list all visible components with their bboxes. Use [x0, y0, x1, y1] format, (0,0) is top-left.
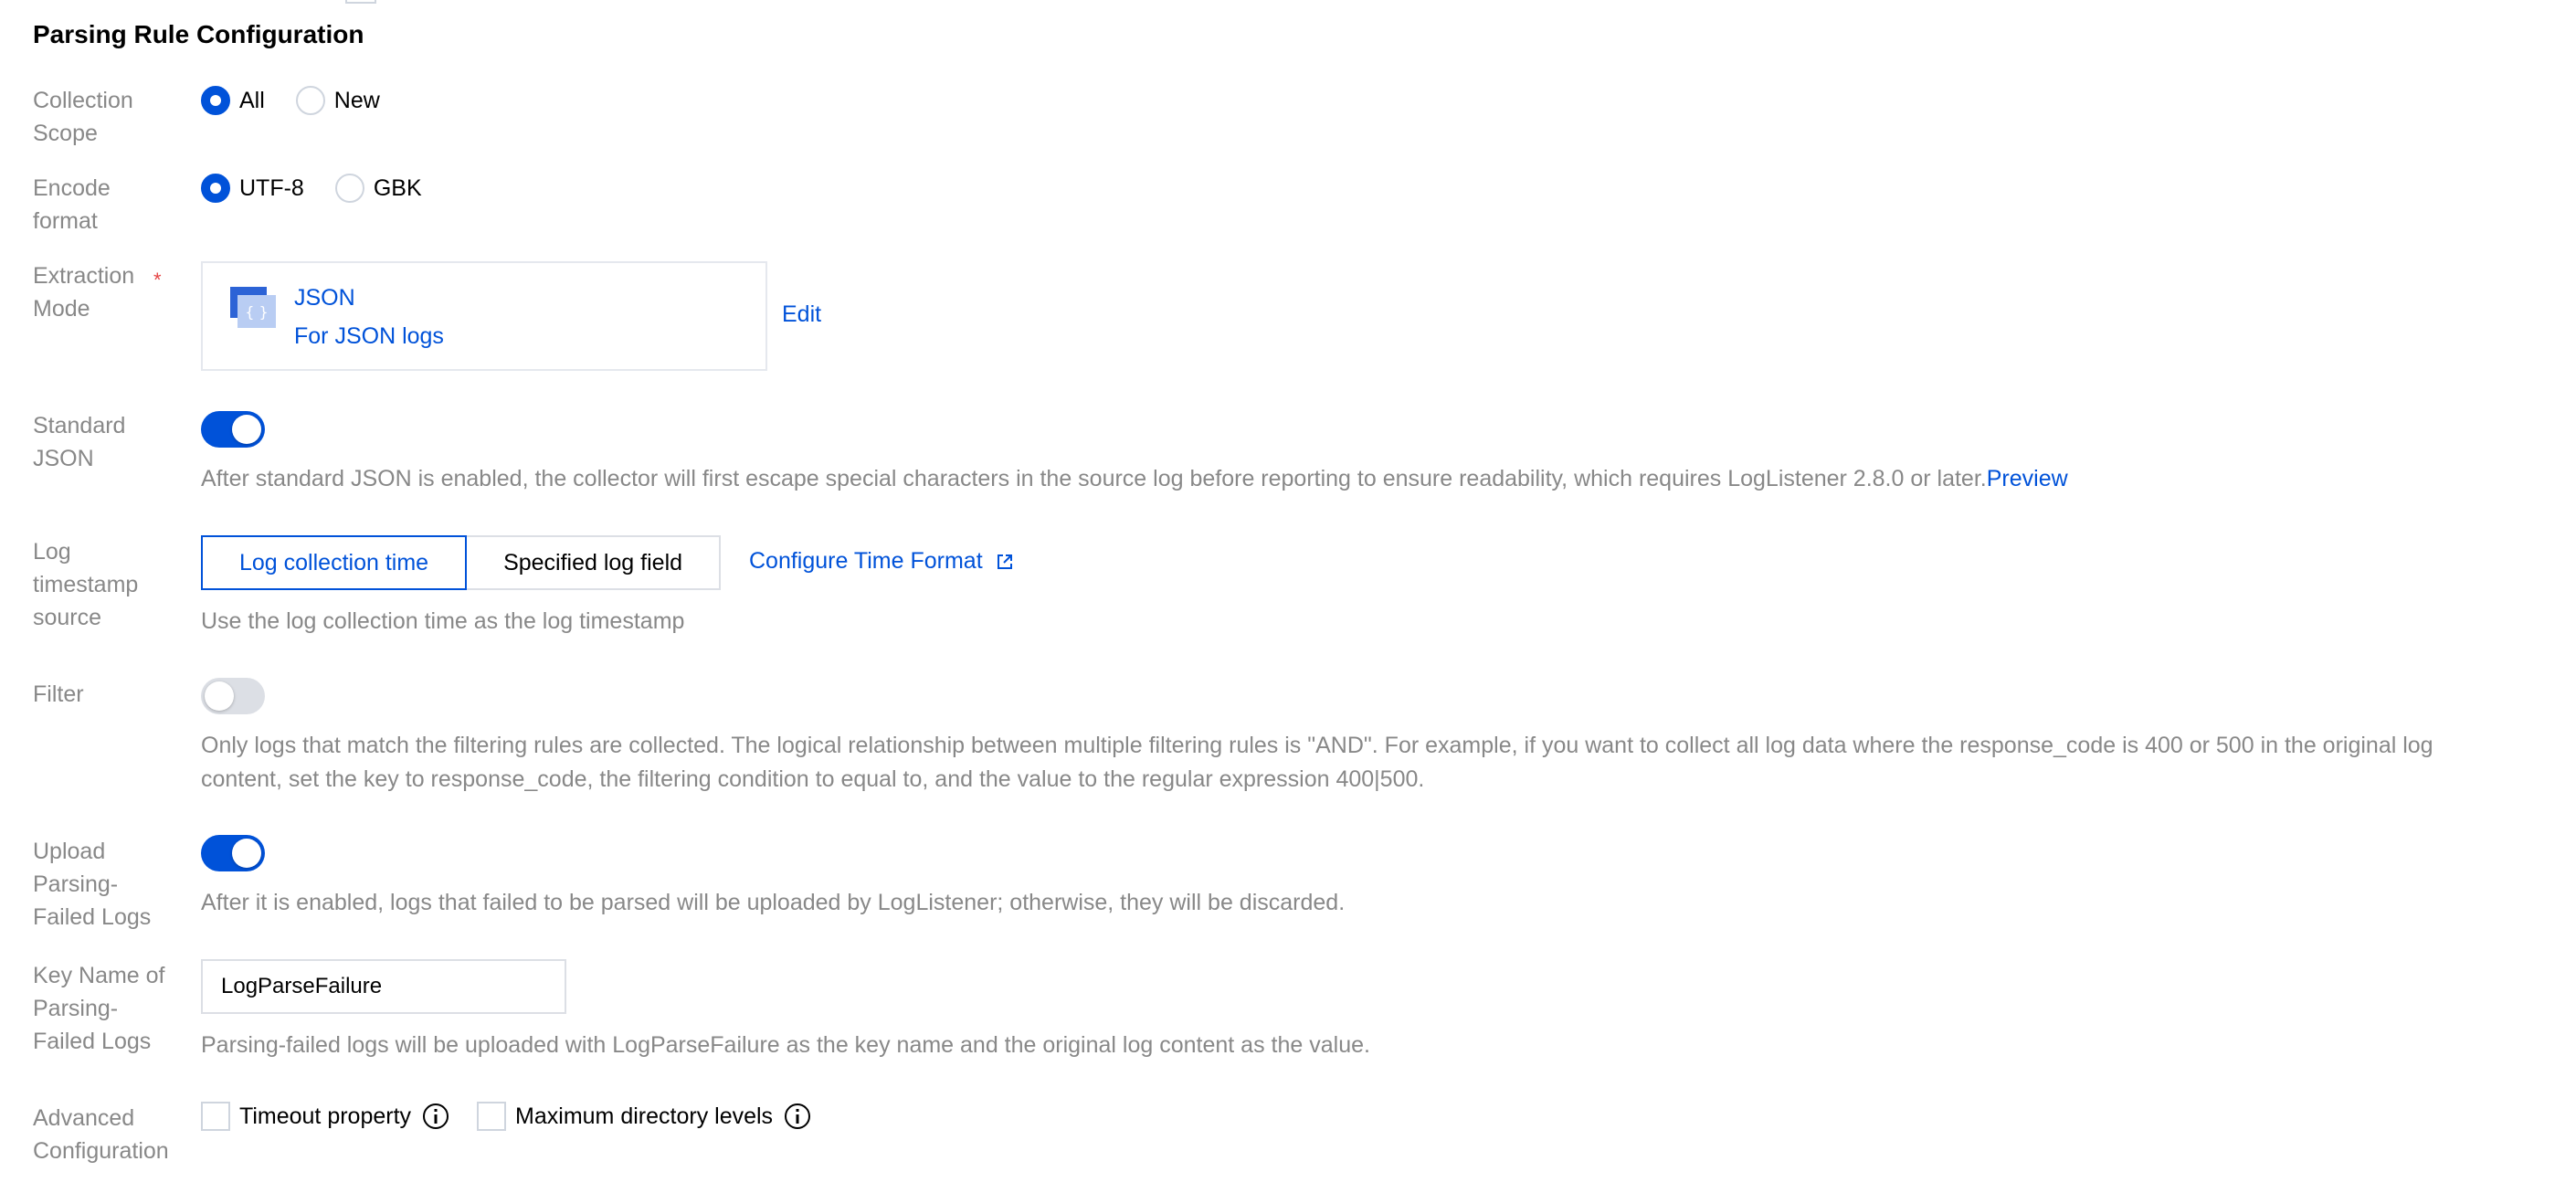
radio-utf8[interactable]	[201, 174, 304, 203]
filter-help: Only logs that match the filtering rules are collected. The logical relationship between multiple filtering rules is "AND". For example, if you want to collect all log data where the response_code is 400 or 500 in the original log content, set the key to response_code, the filtering condition to equal to, and the value to the regular expression 400|500.	[201, 733, 2433, 792]
upload-failed-help: After it is enabled, logs that failed to be parsed will be uploaded by LogListener; otherwise, they will be discarded.	[201, 890, 1346, 915]
info-icon[interactable]	[784, 1103, 811, 1130]
upload-failed-toggle[interactable]	[201, 835, 265, 871]
external-link-icon	[996, 553, 1014, 571]
required-mark: *	[153, 269, 162, 291]
failed-key-label: Key Name of Parsing-Failed Logs	[33, 963, 165, 1054]
timestamp-source-segment	[201, 535, 721, 590]
radio-all[interactable]	[201, 86, 265, 115]
configure-time-format-link[interactable]	[749, 548, 1014, 575]
option-specified-log-field[interactable]: Specified log field	[467, 535, 721, 590]
radio-utf8-label: UTF-8	[239, 174, 304, 201]
standard-json-help	[201, 462, 2068, 496]
standard-json-help-text: After standard JSON is enabled, the collector will first escape special characters in the source log before reporting to ensure readability, which requires LogListener 2.8.0 or later.	[201, 466, 1987, 491]
timestamp-source-help: Use the log collection time as the log timestamp	[201, 608, 685, 634]
info-icon[interactable]	[422, 1103, 449, 1130]
extraction-mode-name: JSON	[294, 285, 355, 311]
svg-text:{ }: { }	[245, 303, 269, 321]
extraction-mode-label: Extraction Mode	[33, 263, 135, 322]
max-directory-levels-label: Maximum directory levels	[515, 1103, 774, 1129]
radio-new[interactable]	[296, 86, 380, 115]
extraction-mode-desc: For JSON logs	[294, 323, 444, 349]
timeout-property-label: Timeout property	[239, 1103, 412, 1129]
max-directory-levels-checkbox[interactable]	[477, 1102, 811, 1131]
radio-new-dot[interactable]	[296, 86, 325, 115]
radio-utf8-dot[interactable]	[201, 174, 230, 203]
timeout-property-checkbox[interactable]	[201, 1102, 449, 1131]
failed-key-help: Parsing-failed logs will be uploaded with LogParseFailure as the key name and the original log content as the value.	[201, 1032, 1370, 1058]
radio-all-dot[interactable]	[201, 86, 230, 115]
max-directory-levels-box[interactable]	[477, 1102, 506, 1131]
upload-failed-label: Upload Parsing-Failed Logs	[33, 839, 152, 930]
filter-label: Filter	[33, 681, 84, 707]
standard-json-toggle[interactable]	[201, 411, 265, 448]
option-log-collection-time[interactable]: Log collection time	[201, 535, 467, 590]
timeout-property-box[interactable]	[201, 1102, 230, 1131]
radio-all-label: All	[239, 87, 265, 113]
edit-extraction-mode-link[interactable]: Edit	[782, 301, 822, 327]
configure-time-format-label: Configure Time Format	[749, 548, 983, 574]
advanced-options	[201, 1102, 839, 1131]
top-checkbox-fragment	[345, 0, 376, 4]
json-icon	[230, 287, 276, 329]
toggle-knob	[232, 839, 261, 868]
collection-scope-label: Collection Scope	[33, 88, 133, 146]
toggle-knob	[232, 415, 261, 444]
section-title: Parsing Rule Configuration	[33, 20, 364, 48]
standard-json-label: Standard JSON	[33, 413, 126, 471]
toggle-knob	[205, 681, 234, 711]
encode-format-radio-group	[201, 174, 453, 203]
extraction-mode-card[interactable]	[201, 261, 767, 371]
advanced-config-label: Advanced Configuration	[33, 1105, 169, 1164]
radio-gbk-dot[interactable]	[335, 174, 364, 203]
radio-gbk[interactable]	[335, 174, 422, 203]
radio-new-label: New	[333, 87, 380, 113]
failed-key-input[interactable]	[201, 959, 566, 1014]
encode-format-label: Encode format	[33, 175, 111, 234]
collection-scope-radio-group	[201, 86, 411, 115]
radio-gbk-label: GBK	[373, 174, 422, 201]
preview-link[interactable]: Preview	[1986, 466, 2068, 491]
filter-toggle[interactable]	[201, 678, 265, 714]
timestamp-source-label: Log timestamp source	[33, 539, 139, 630]
